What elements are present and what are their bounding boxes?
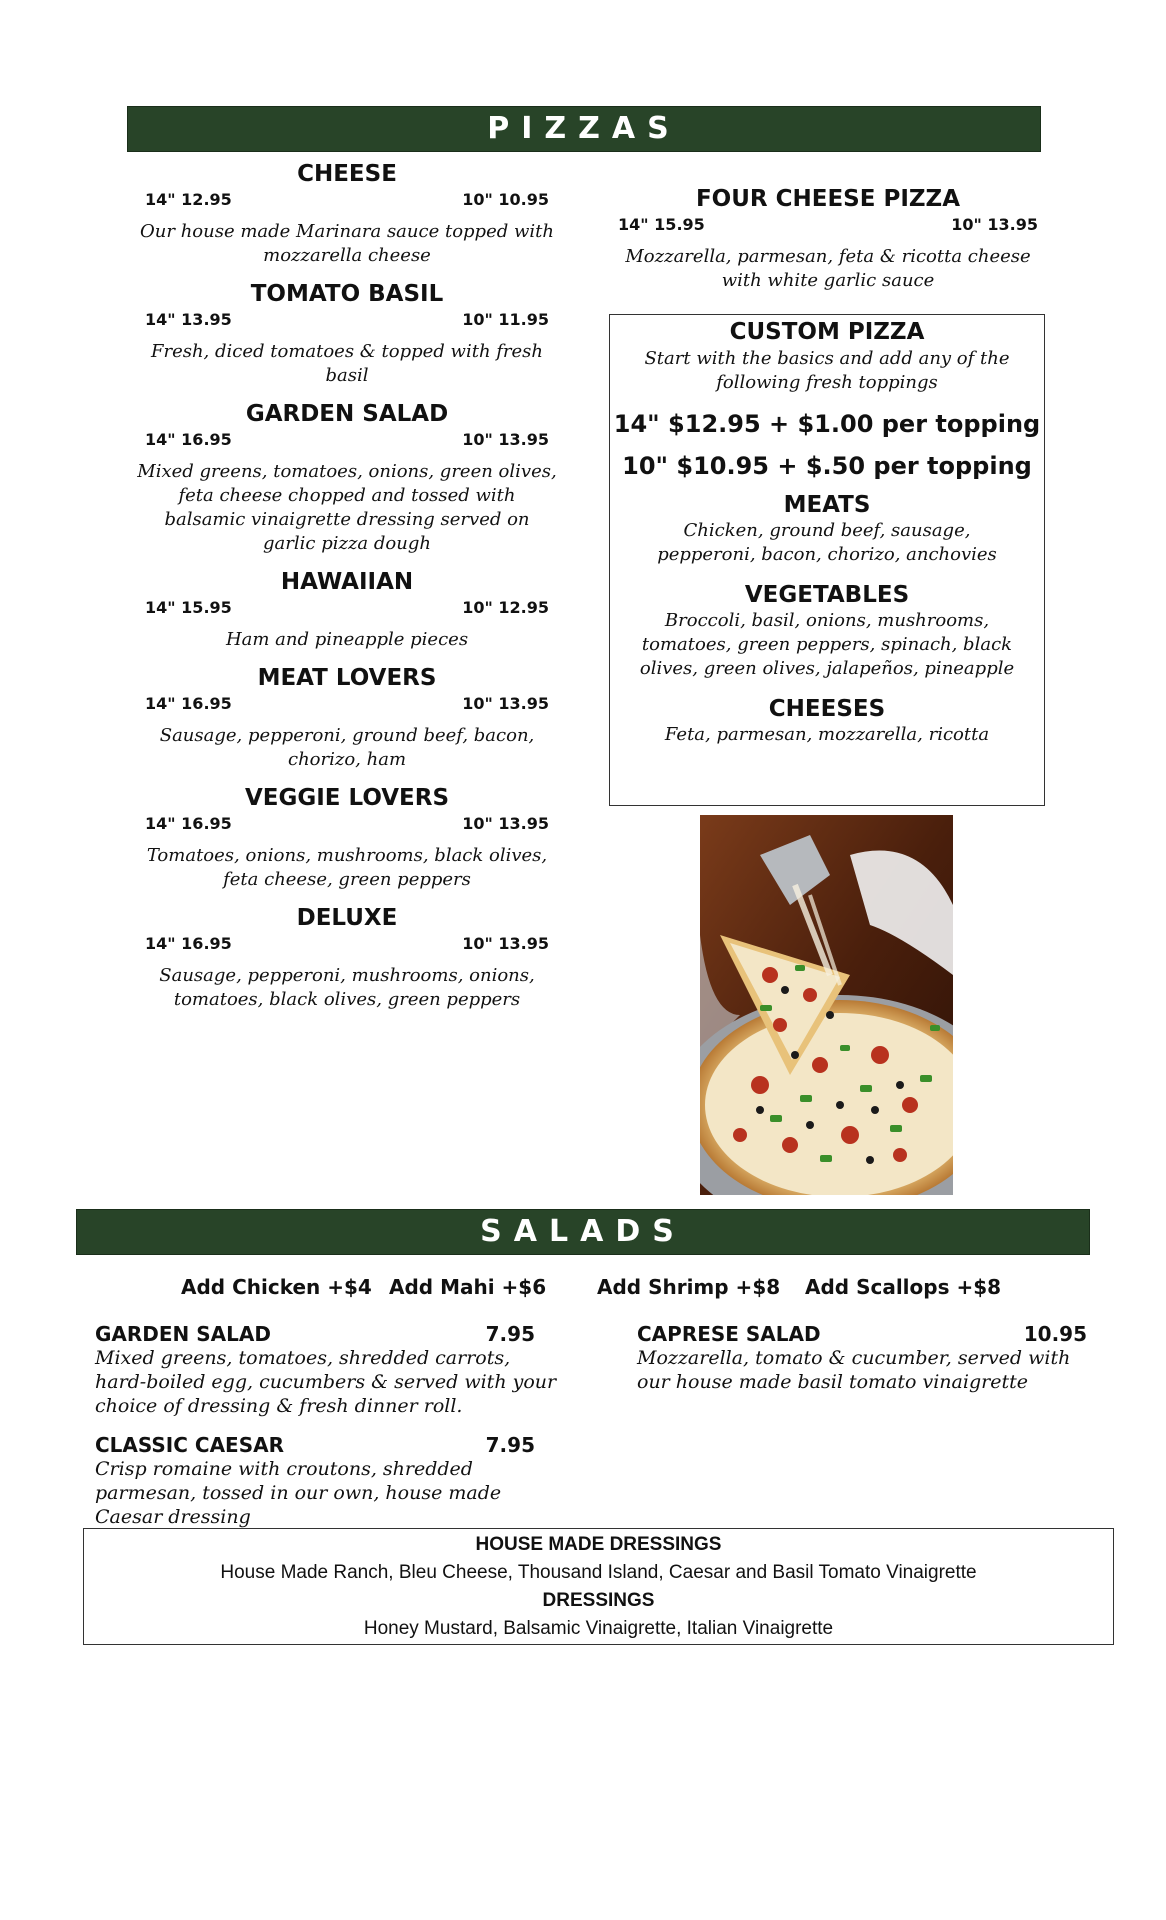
pizza-photo: [700, 815, 953, 1195]
salad-price: 7.95: [485, 1433, 535, 1457]
item-description: Fresh, diced tomatoes & topped with fresh basil: [150, 341, 544, 386]
menu-item: [137, 400, 557, 556]
salad-item: [95, 1433, 567, 1529]
salad-name: GARDEN SALAD: [95, 1322, 271, 1346]
price-14: 14" 16.95: [145, 814, 232, 833]
price-14: 14" 16.95: [145, 430, 232, 449]
salad-description: Mixed greens, tomatoes, shredded carrots, hard-boiled egg, cucumbers & served with your choice of dressing & fresh dinner roll.: [95, 1347, 557, 1417]
house-dressings-list: House Made Ranch, Bleu Cheese, Thousand Island, Caesar and Basil Tomato Vinaigrette: [220, 1562, 977, 1583]
custom-price-10: 10" $10.95 + $.50 per topping: [622, 452, 1032, 480]
pizza-list-right: [610, 185, 1046, 305]
item-description: Ham and pineapple pieces: [225, 629, 469, 650]
price-14: 14" 15.95: [145, 598, 232, 617]
salad-name: CAPRESE SALAD: [637, 1322, 821, 1346]
item-description: Sausage, pepperoni, ground beef, bacon, chorizo, ham: [159, 725, 535, 770]
house-dressings-title: HOUSE MADE DRESSINGS: [475, 1534, 722, 1555]
dressings-title: DRESSINGS: [542, 1590, 655, 1611]
menu-item: [137, 784, 557, 892]
price-14: 14" 12.95: [145, 190, 232, 209]
item-description: Tomatoes, onions, mushrooms, black olives, feta cheese, green peppers: [146, 845, 548, 890]
price-10: 10" 10.95: [462, 190, 549, 209]
salad-item: [637, 1322, 1107, 1394]
item-description: Sausage, pepperoni, mushrooms, onions, tomatoes, black olives, green peppers: [159, 965, 535, 1010]
vegetables-title: VEGETABLES: [744, 582, 910, 608]
item-name: CHEESE: [297, 161, 397, 187]
menu-item: [137, 904, 557, 1012]
addon-mahi: Add Mahi +$6: [389, 1275, 547, 1299]
price-10: 10" 12.95: [462, 598, 549, 617]
menu-item: [137, 280, 557, 388]
price-14: 14" 13.95: [145, 310, 232, 329]
item-description: Mozzarella, parmesan, feta & ricotta cheese with white garlic sauce: [625, 246, 1031, 291]
salad-item: [95, 1322, 567, 1418]
menu-item: [137, 664, 557, 772]
item-name: TOMATO BASIL: [250, 281, 444, 307]
price-14: 14" 16.95: [145, 934, 232, 953]
salad-price: 10.95: [1023, 1322, 1087, 1346]
vegetables-list: Broccoli, basil, onions, mushrooms, tomatoes, green peppers, spinach, black olives, green olives, jalapeños, pineapple: [639, 610, 1015, 679]
custom-pizza-title: CUSTOM PIZZA: [729, 319, 925, 345]
price-10: 10" 13.95: [951, 215, 1038, 234]
addon-shrimp: Add Shrimp +$8: [597, 1275, 781, 1299]
item-name: HAWAIIAN: [280, 569, 414, 595]
salads-heading: SALADS: [76, 1209, 1090, 1255]
price-14: 14" 15.95: [618, 215, 705, 234]
meats-title: MEATS: [783, 492, 871, 518]
pizza-list-left: [137, 160, 557, 1024]
menu-item: [137, 568, 557, 652]
salad-name: CLASSIC CAESAR: [95, 1433, 284, 1457]
item-name: VEGGIE LOVERS: [244, 785, 450, 811]
pizza-image: [700, 815, 953, 1195]
price-10: 10" 11.95: [462, 310, 549, 329]
item-description: Mixed greens, tomatoes, onions, green olives, feta cheese chopped and tossed with balsamic vinaigrette dressing served on garlic pizza dough: [137, 461, 557, 554]
meats-list: Chicken, ground beef, sausage, pepperoni, bacon, chorizo, anchovies: [657, 520, 997, 565]
cheeses-title: CHEESES: [768, 696, 886, 722]
custom-pizza-description: Start with the basics and add any of the following fresh toppings: [644, 348, 1010, 393]
price-10: 10" 13.95: [462, 934, 549, 953]
salad-description: Crisp romaine with croutons, shredded parmesan, tossed in our own, house made Caesar dressing: [95, 1458, 502, 1528]
item-description: Our house made Marinara sauce topped with mozzarella cheese: [140, 221, 554, 266]
salad-price: 7.95: [485, 1322, 535, 1346]
custom-pizza-box: [609, 314, 1045, 806]
addon-scallops: Add Scallops +$8: [805, 1275, 1002, 1299]
menu-item-four-cheese: [610, 185, 1046, 293]
price-10: 10" 13.95: [462, 814, 549, 833]
custom-price-14: 14" $12.95 + $1.00 per topping: [613, 410, 1041, 438]
item-name: MEAT LOVERS: [257, 665, 437, 691]
cheeses-list: Feta, parmesan, mozzarella, ricotta: [664, 724, 990, 745]
price-14: 14" 16.95: [145, 694, 232, 713]
addon-chicken: Add Chicken +$4: [181, 1275, 372, 1299]
pizzas-heading: PIZZAS: [127, 106, 1041, 152]
menu-item: [137, 160, 557, 268]
item-name: DELUXE: [296, 905, 398, 931]
item-name: FOUR CHEESE PIZZA: [695, 186, 961, 212]
dressings-box: [83, 1528, 1114, 1645]
item-name: GARDEN SALAD: [245, 401, 449, 427]
price-10: 10" 13.95: [462, 694, 549, 713]
salad-description: Mozzarella, tomato & cucumber, served with our house made basil tomato vinaigrette: [637, 1347, 1071, 1393]
price-10: 10" 13.95: [462, 430, 549, 449]
dressings-list: Honey Mustard, Balsamic Vinaigrette, Italian Vinaigrette: [363, 1618, 834, 1639]
